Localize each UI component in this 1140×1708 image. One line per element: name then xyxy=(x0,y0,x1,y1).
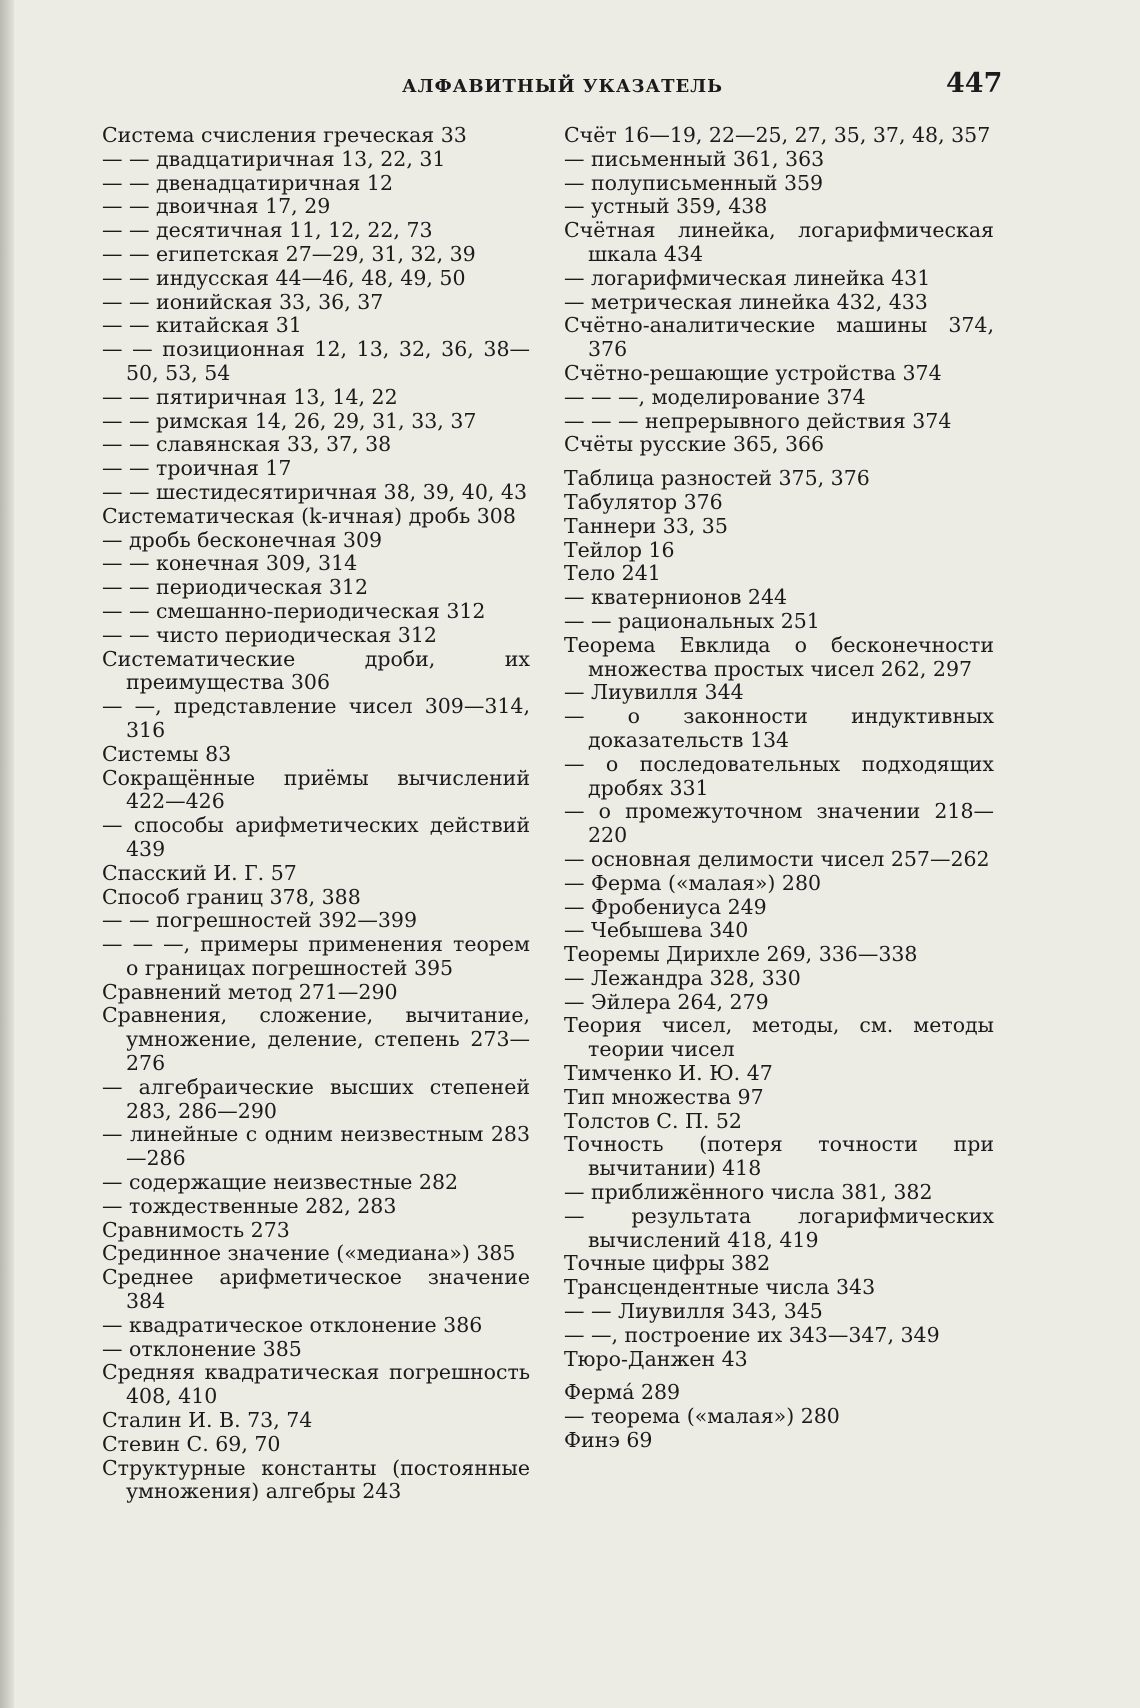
index-entry: Сравнений метод 271—290 xyxy=(102,979,398,1004)
index-entry: — — славянская 33, 37, 38 xyxy=(102,432,392,457)
index-entry: Тип множества 97 xyxy=(564,1084,764,1109)
index-entry: — письменный 361, 363 xyxy=(564,146,825,171)
index-entry: — — позиционная 12, 13, 32, 36, 38—50, 53, 54 xyxy=(102,337,530,385)
index-entry: — Фробениуса 249 xyxy=(564,894,767,919)
index-entry: — — двоичная 17, 29 xyxy=(102,194,331,219)
index-entry: Ферма́ 289 xyxy=(564,1380,681,1405)
index-entry: — —, построение их 343—347, 349 xyxy=(564,1322,940,1347)
index-entry: — — смешанно-периодическая 312 xyxy=(102,598,486,623)
index-entry: — — погрешностей 392—399 xyxy=(102,908,417,933)
index-entry: — — китайская 31 xyxy=(102,313,302,338)
index-entry: — квадратическое отклонение 386 xyxy=(102,1312,483,1337)
index-entry: Счёт 16—19, 22—25, 27, 35, 37, 48, 357 xyxy=(564,123,991,147)
index-entry: — — троичная 17 xyxy=(102,456,292,481)
index-entry: — — римская 14, 26, 29, 31, 33, 37 xyxy=(102,408,477,433)
index-entry: Теоремы Дирихле 269, 336—338 xyxy=(564,942,918,967)
index-entry: Среднее арифметическое значение 384 xyxy=(102,1265,530,1314)
index-entry: — — чисто периодическая 312 xyxy=(102,622,437,647)
index-entry: — Эйлера 264, 279 xyxy=(564,989,769,1014)
index-entry: — логарифмическая линейка 431 xyxy=(564,265,931,290)
index-entry: Тейлор 16 xyxy=(564,537,675,562)
page-number: 447 xyxy=(946,68,1003,99)
index-entry: — — —, примеры применения теорем о границах погрешностей 395 xyxy=(102,932,530,980)
index-entry: Счётно-аналитические машины 374, 376 xyxy=(564,313,994,362)
index-entry: Средняя квадратическая погрешность 408, 410 xyxy=(102,1360,530,1409)
index-entry: Стевин С. 69, 70 xyxy=(102,1431,281,1456)
index-entry: Структурные константы (постоянные умножения) алгебры 243 xyxy=(102,1455,530,1504)
index-entry: — приближённого числа 381, 382 xyxy=(564,1180,933,1205)
index-entry: Теорема Евклида о бесконечности множества простых чисел 262, 297 xyxy=(564,632,994,681)
index-entry: Сравнимость 273 xyxy=(102,1217,290,1242)
index-entry: — основная делимости чисел 257—262 xyxy=(564,846,990,871)
index-entry: — метрическая линейка 432, 433 xyxy=(564,289,928,314)
index-entry: — — шестидесятиричная 38, 39, 40, 43 xyxy=(102,479,527,504)
index-entry: Сокращённые приёмы вычислений 422—426 xyxy=(102,765,530,814)
left-column xyxy=(102,124,530,1504)
index-entry: Таннери 33, 35 xyxy=(564,513,728,538)
index-entry: Срединное значение («медиана») 385 xyxy=(102,1241,516,1266)
index-entry: Точные цифры 382 xyxy=(564,1251,771,1276)
index-entry: — —, представление чисел 309—314, 316 xyxy=(102,694,530,742)
index-entry: — о промежуточном значении 218—220 xyxy=(564,799,994,848)
index-entry: — — рациональных 251 xyxy=(564,608,820,633)
index-entry: — теорема («малая») 280 xyxy=(564,1404,840,1429)
index-entry: Система счисления греческая 33 xyxy=(102,123,467,147)
index-entry: — линейные с одним неизвестным 283—286 xyxy=(102,1122,530,1171)
index-entry: Сталин И. В. 73, 74 xyxy=(102,1408,313,1433)
index-entry: Теория чисел, методы, см. методы теории чисел xyxy=(564,1013,994,1062)
running-header xyxy=(0,66,1140,106)
index-entry: — — конечная 309, 314 xyxy=(102,551,358,576)
index-entry: — — пятиричная 13, 14, 22 xyxy=(102,384,398,409)
index-entry: — устный 359, 438 xyxy=(564,194,768,219)
page-edge xyxy=(0,0,14,1708)
index-entry: Толстов С. П. 52 xyxy=(564,1108,742,1133)
right-column xyxy=(564,124,994,1453)
index-entry: Системы 83 xyxy=(102,741,232,766)
index-entry: — полуписьменный 359 xyxy=(564,170,824,195)
header-title: АЛФАВИТНЫЙ УКАЗАТЕЛЬ xyxy=(402,76,724,97)
index-entry: — дробь бесконечная 309 xyxy=(102,527,383,552)
index-entry: — результата логарифмических вычислений 418, 419 xyxy=(564,1203,994,1252)
index-entry: Трансцендентные числа 343 xyxy=(564,1275,876,1300)
index-entry: — содержащие неизвестные 282 xyxy=(102,1170,459,1195)
index-entry: Тело 241 xyxy=(564,561,661,586)
index-entry: Счёты русские 365, 366 xyxy=(564,432,825,457)
index-entry: Спасский И. Г. 57 xyxy=(102,860,297,885)
index-entry: Тюро-Данжен 43 xyxy=(564,1346,748,1371)
index-entry: Таблица разностей 375, 376 xyxy=(564,466,870,491)
index-entry: — способы арифметических действий 439 xyxy=(102,813,530,861)
index-entry: Счётная линейка, логарифмическая шкала 434 xyxy=(564,218,994,266)
index-entry: — — двенадцатиричная 12 xyxy=(102,170,394,195)
index-entry: — — —, моделирование 374 xyxy=(564,384,866,409)
index-entry: Тимченко И. Ю. 47 xyxy=(564,1061,773,1086)
index-entry: — — — непрерывного действия 374 xyxy=(564,408,952,433)
index-entry: Систематическая (k-ичная) дробь 308 xyxy=(102,503,516,528)
index-entry: — Ферма («малая») 280 xyxy=(564,870,822,895)
index-entry: — — периодическая 312 xyxy=(102,575,369,600)
index-entry: — Чебышева 340 xyxy=(564,918,749,943)
index-entry: — кватернионов 244 xyxy=(564,585,788,610)
index-entry: Финэ 69 xyxy=(564,1428,653,1453)
index-entry: — тождественные 282, 283 xyxy=(102,1193,397,1218)
index-entry: — — ионийская 33, 36, 37 xyxy=(102,289,384,314)
index-entry: — алгебраические высших степеней 283, 286—290 xyxy=(102,1074,530,1123)
index-entry: — Лиувилля 344 xyxy=(564,680,744,705)
index-entry: Счётно-решающие устройства 374 xyxy=(564,360,942,385)
index-entry: — о законности индуктивных доказательств 134 xyxy=(564,704,994,752)
index-entry: — о последовательных подходящих дробях 331 xyxy=(564,751,994,800)
index-entry: Сравнения, сложение, вычитание, умножение, деление, степень 273—276 xyxy=(102,1003,530,1076)
index-entry: Способ границ 378, 388 xyxy=(102,884,361,909)
index-entry: — — египетская 27—29, 31, 32, 39 xyxy=(102,241,476,266)
index-entry: Систематические дроби, их преимущества 306 xyxy=(102,646,530,695)
index-entry: — отклонение 385 xyxy=(102,1336,302,1361)
index-entry: — Лежандра 328, 330 xyxy=(564,965,801,990)
index-entry: Точность (потеря точности при вычитании) 418 xyxy=(564,1132,994,1181)
index-entry: — — двадцатиричная 13, 22, 31 xyxy=(102,146,446,171)
index-entry: — — индусская 44—46, 48, 49, 50 xyxy=(102,265,466,290)
index-entry: — — десятичная 11, 12, 22, 73 xyxy=(102,218,433,243)
index-entry: Табулятор 376 xyxy=(564,489,723,514)
index-entry: — — Лиувилля 343, 345 xyxy=(564,1299,823,1324)
